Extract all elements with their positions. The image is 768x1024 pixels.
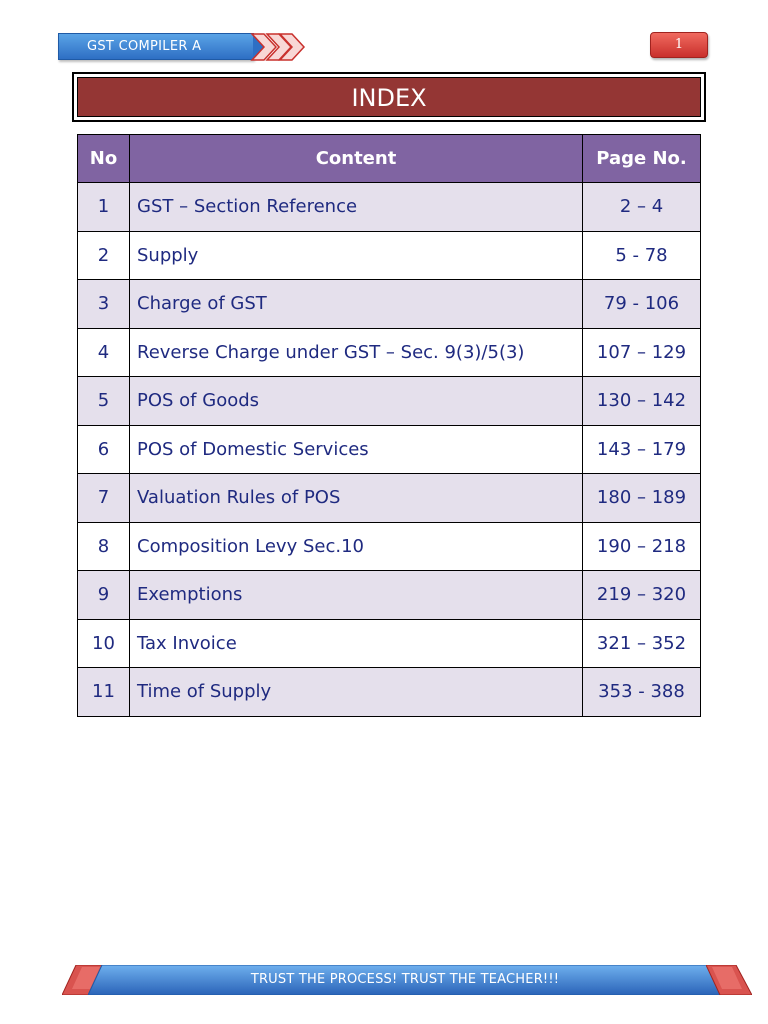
row-pages: 190 – 218: [583, 522, 701, 571]
footer-right-ribbon-icon: [706, 965, 752, 995]
header-tab-label: GST COMPILER A: [87, 39, 202, 54]
row-no: 3: [78, 280, 130, 329]
table-row: [78, 183, 701, 232]
row-content: Composition Levy Sec.10: [130, 522, 583, 571]
header-page-no: Page No.: [583, 135, 701, 183]
row-pages: 219 – 320: [583, 571, 701, 620]
row-content: POS of Domestic Services: [130, 425, 583, 474]
table-row: [78, 280, 701, 329]
table-row: [78, 328, 701, 377]
row-content: Supply: [130, 231, 583, 280]
row-no: 4: [78, 328, 130, 377]
row-content: Time of Supply: [130, 668, 583, 717]
row-no: 11: [78, 668, 130, 717]
row-pages: 79 - 106: [583, 280, 701, 329]
row-content: Reverse Charge under GST – Sec. 9(3)/5(3): [130, 328, 583, 377]
row-content: POS of Goods: [130, 377, 583, 426]
page-number-badge: [650, 32, 708, 58]
row-pages: 2 – 4: [583, 183, 701, 232]
table-row: [78, 571, 701, 620]
row-no: 1: [78, 183, 130, 232]
row-no: 6: [78, 425, 130, 474]
table-row: [78, 231, 701, 280]
page-number: 1: [674, 37, 684, 52]
footer-motto: TRUST THE PROCESS! TRUST THE TEACHER!!!: [250, 972, 560, 987]
table-row: [78, 425, 701, 474]
table-row: [78, 522, 701, 571]
table-row: [78, 619, 701, 668]
header-content: Content: [130, 135, 583, 183]
row-pages: 107 – 129: [583, 328, 701, 377]
row-pages: 5 - 78: [583, 231, 701, 280]
header-no: No: [78, 135, 130, 183]
table-row: [78, 668, 701, 717]
table-row: [78, 377, 701, 426]
row-pages: 180 – 189: [583, 474, 701, 523]
row-content: Exemptions: [130, 571, 583, 620]
row-content: Valuation Rules of POS: [130, 474, 583, 523]
row-no: 8: [78, 522, 130, 571]
index-table: [77, 134, 701, 717]
row-content: GST – Section Reference: [130, 183, 583, 232]
table-header-row: [78, 135, 701, 183]
row-no: 7: [78, 474, 130, 523]
index-banner: [72, 72, 706, 122]
row-pages: 321 – 352: [583, 619, 701, 668]
chevron-arrows-icon: [250, 32, 306, 62]
row-no: 9: [78, 571, 130, 620]
table-row: [78, 474, 701, 523]
index-title: INDEX: [77, 77, 701, 117]
header-tab: [58, 33, 254, 60]
row-content: Charge of GST: [130, 280, 583, 329]
row-content: Tax Invoice: [130, 619, 583, 668]
row-pages: 130 – 142: [583, 377, 701, 426]
row-no: 5: [78, 377, 130, 426]
row-no: 10: [78, 619, 130, 668]
row-pages: 353 - 388: [583, 668, 701, 717]
row-pages: 143 – 179: [583, 425, 701, 474]
row-no: 2: [78, 231, 130, 280]
